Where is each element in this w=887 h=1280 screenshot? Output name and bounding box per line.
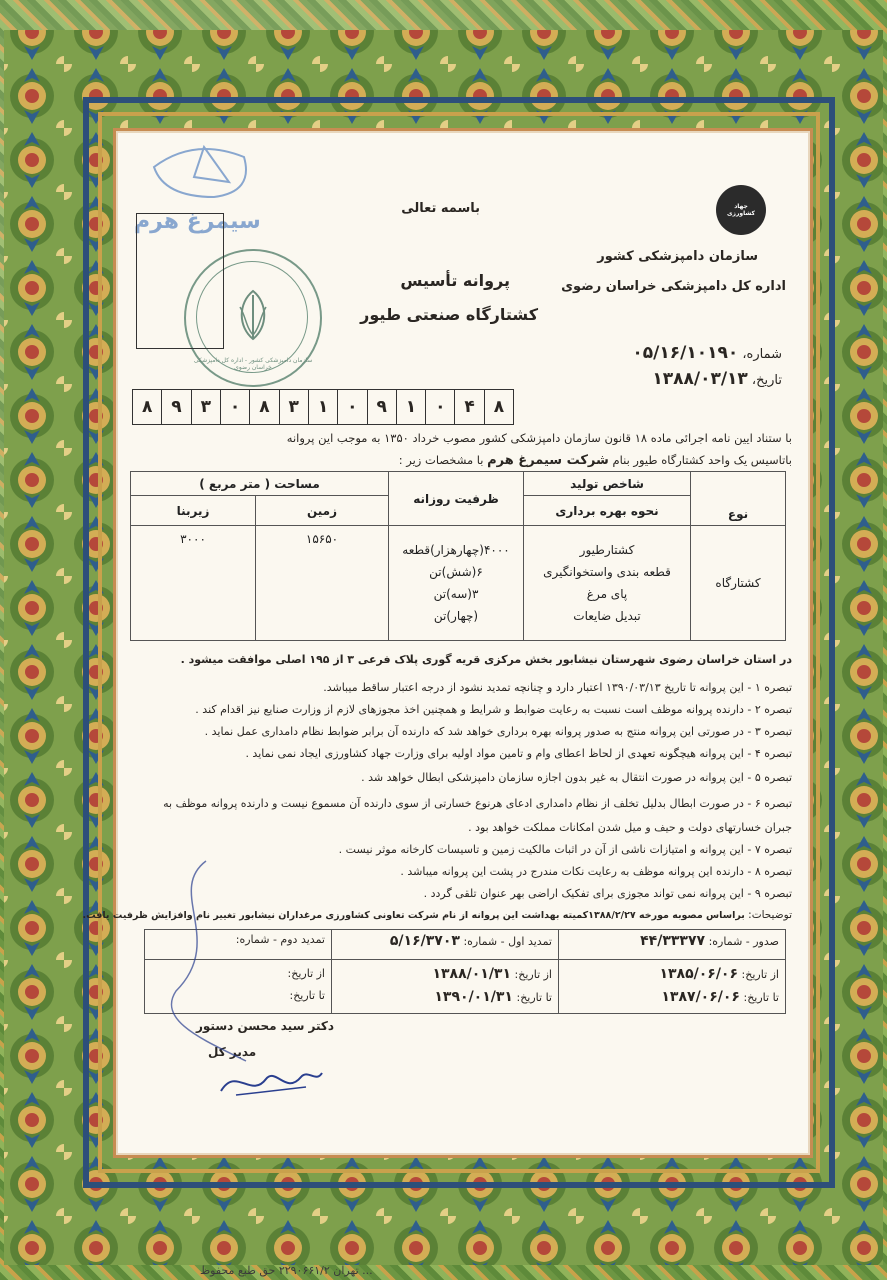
first-to-label: تا تاریخ: <box>516 991 552 1004</box>
serial-digit: ۸ <box>250 390 279 424</box>
col-area: مساحت ( متر مربع ) <box>131 472 389 496</box>
intro-before: باتاسیس یک واحد کشتارگاه طیور بنام <box>612 453 792 467</box>
col-production: شاخص تولید <box>524 472 691 496</box>
serial-digit: ۹ <box>162 390 191 424</box>
first-from: ۱۳۸۸/۰۱/۳۱ <box>432 966 512 982</box>
serial-digit: ۰ <box>426 390 455 424</box>
second-label: تمدید دوم - شماره: <box>235 933 325 946</box>
capacities-cell <box>389 526 524 641</box>
signatory-name: دکتر سید محسن دستور <box>196 1019 335 1033</box>
date-row: تاریخ، ۱۳۸۸/۰۳/۱۳ <box>652 369 782 389</box>
issue-number: ۴۴/۳۳۳۷۷ <box>640 933 706 949</box>
company-name: شرکت سیمرغ هرم <box>487 453 609 468</box>
serial-digit: ۰ <box>221 390 250 424</box>
document-paper <box>82 128 813 1158</box>
document-subtitle: کشتارگاه صنعتی طیور <box>360 305 538 324</box>
note-2: تبصره ۲ - دارنده پروانه موظف است نسبت به رعایت ضوابط و شرایط و همچنین اخذ مجوزهای لازم از وزارت صنایع نیز اقدام کند . <box>195 703 792 716</box>
capacity-item: ۳(سه)تن <box>433 587 479 601</box>
issue-dates <box>559 960 786 1014</box>
first-dates <box>332 960 559 1014</box>
serial-number-boxes <box>132 389 514 425</box>
basmala: باسمه تعالی <box>401 201 480 216</box>
capacity-item: ۶(شش)تن <box>429 565 483 579</box>
issue-to: ۱۳۸۷/۰۶/۰۶ <box>661 989 740 1005</box>
note-7: تبصره ۷ - این پروانه و امتیازات ناشی از آن در اثبات مالکیت زمین و تاسیسات کارخانه موثر نیست . <box>338 843 792 856</box>
method-item: پای مرغ <box>586 587 628 601</box>
stamp-frame <box>136 213 224 349</box>
note-8: تبصره ۸ - دارنده این پروانه موظف به رعایت نکات مندرج در پشت این پروانه میباشد . <box>400 865 792 878</box>
intro-line-2 <box>399 453 792 468</box>
method-item: تبدیل ضایعات <box>573 609 641 623</box>
number-row: شماره، ۰۵/۱۶/۱۰۱۹۰ <box>632 343 782 363</box>
serial-digit: ۴ <box>455 390 484 424</box>
land-value: ۱۵۶۵۰ <box>256 526 389 641</box>
note-3: تبصره ۳ - در صورتی این پروانه منتج به صدور پروانه بهره برداری خواهد شد که دارنده آن برابر ضوابط نظام دامداری عمل نماید . <box>204 725 792 738</box>
serial-digit: ۹ <box>368 390 397 424</box>
note-1: تبصره ۱ - این پروانه تا تاریخ ۱۳۹۰/۰۳/۱۳ اعتبار دارد و چنانچه تمدید نشود از درجه اعتبار ساقط میباشد. <box>323 681 792 694</box>
number-value: ۰۵/۱۶/۱۰۱۹۰ <box>632 343 739 363</box>
issue-label: صدور - شماره: <box>708 935 779 948</box>
margin-scribble <box>146 851 266 1071</box>
issue-to-label: تا تاریخ: <box>743 991 779 1004</box>
col-built: زیربنا <box>131 496 256 526</box>
serial-digit: ۸ <box>493 397 505 417</box>
document-title: پروانه تأسیس <box>400 271 510 290</box>
col-method: نحوه بهره برداری <box>524 496 691 526</box>
stamp-text: سازمان دامپزشکی کشور - اداره کل دامپزشکی خراسان رضوی <box>193 357 313 371</box>
note-6: تبصره ۶ - در صورت ابطال بدلیل تخلف از نظام دامداری ادعای هرنوع خسارتی از سوی دارنده آن مسموع نیست و دارنده پروانه موظف به <box>163 797 792 810</box>
date-label: تاریخ <box>756 373 782 388</box>
footer-text: ... تهران ۲۲۹۰۶۶۱/۲ حق طبع محفوظ <box>200 1264 373 1277</box>
number-label: شماره <box>746 347 782 362</box>
col-land: زمین <box>256 496 389 526</box>
first-renewal-cell <box>332 930 559 960</box>
col-type: نوع <box>691 472 786 526</box>
issue-cell <box>559 930 786 960</box>
note-5: تبصره ۵ - این پروانه در صورت انتقال به غیر بدون اجازه سازمان دامپزشکی ابطال خواهد شد . <box>361 771 792 784</box>
capacity-item: ۴۰۰۰(چهارهزار)قطعه <box>402 543 510 557</box>
explanation-text: براساس مصوبه مورخه ۱۳۸۸/۲/۲۷کمیته بهداشت این پروانه از نام شرکت تعاونی کشاورزی مرغداران نیشابور تغییر نام وافزایش ظرفیت یافت. <box>82 910 745 921</box>
first-label: تمدید اول - شماره: <box>463 935 552 948</box>
intro-line-1: با ستناد ایین نامه اجرائی ماده ۱۸ قانون سازمان دامپزشکی کشور مصوب خرداد ۱۳۵۰ به موجب این پروانه <box>286 431 792 445</box>
office-name: اداره کل دامپزشکی خراسان رضوی <box>561 279 786 294</box>
specification-table <box>130 471 786 641</box>
issue-from: ۱۳۸۵/۰۶/۰۶ <box>659 966 739 982</box>
second-to-label: تا تاریخ: <box>289 989 325 1002</box>
serial-digit: ۰ <box>338 390 367 424</box>
capacity-item: (چهار)تن <box>433 609 479 623</box>
serial-digit: ۳ <box>280 390 309 424</box>
method-item: قطعه بندی واستخوانگیری <box>543 565 671 579</box>
note-6-cont: جبران خسارتهای دولت و حیف و میل شدن امکانات مملکت خواهد بود . <box>468 821 792 834</box>
first-to: ۱۳۹۰/۰۱/۳۱ <box>434 989 513 1005</box>
logo-text: جهاد کشاورزی <box>727 203 755 217</box>
serial-digit: ۸ <box>133 390 162 424</box>
method-item: کشتارطیور <box>579 543 635 557</box>
intro-after: با مشخصات زیر : <box>398 453 484 467</box>
first-from-label: از تاریخ: <box>514 968 552 981</box>
type-value: کشتارگاه <box>691 526 786 641</box>
note-9: تبصره ۹ - این پروانه نمی تواند مجوزی برای تفکیک اراضی بهر عنوان تلقی گردد . <box>423 887 792 900</box>
first-number: ۵/۱۶/۳۷۰۳ <box>389 933 460 949</box>
serial-digit: ۱ <box>309 390 338 424</box>
col-capacity: ظرفیت روزانه <box>389 472 524 526</box>
explanation-label: توضیحات: <box>748 909 792 921</box>
methods-cell <box>524 526 691 641</box>
note-4: تبصره ۴ - این پروانه هیچگونه تعهدی از لحاظ اعطای وام و تامین مواد اولیه برای وزارت جهاد کشاورزی ایجاد نمی نماید . <box>245 747 792 760</box>
serial-digit: ۳ <box>192 390 221 424</box>
org-name: سازمان دامپزشکی کشور <box>597 249 758 264</box>
signatory-position: مدیر کل <box>208 1045 257 1059</box>
serial-digit: ۱ <box>397 390 426 424</box>
built-value: ۳۰۰۰ <box>131 526 256 641</box>
location-line: در استان خراسان رضوی شهرستان نیشابور بخش مرکزی قریه گوری پلاک فرعی ۳ از ۱۹۵ اصلی موافقت میشود . <box>180 653 792 666</box>
ministry-logo <box>716 185 766 235</box>
issue-from-label: از تاریخ: <box>741 968 779 981</box>
emblem-icon <box>228 287 278 343</box>
date-value: ۱۳۸۸/۰۳/۱۳ <box>652 369 748 389</box>
corner-stamp-text: سیمرغ هرم <box>134 209 261 234</box>
second-from-label: از تاریخ: <box>287 967 325 980</box>
